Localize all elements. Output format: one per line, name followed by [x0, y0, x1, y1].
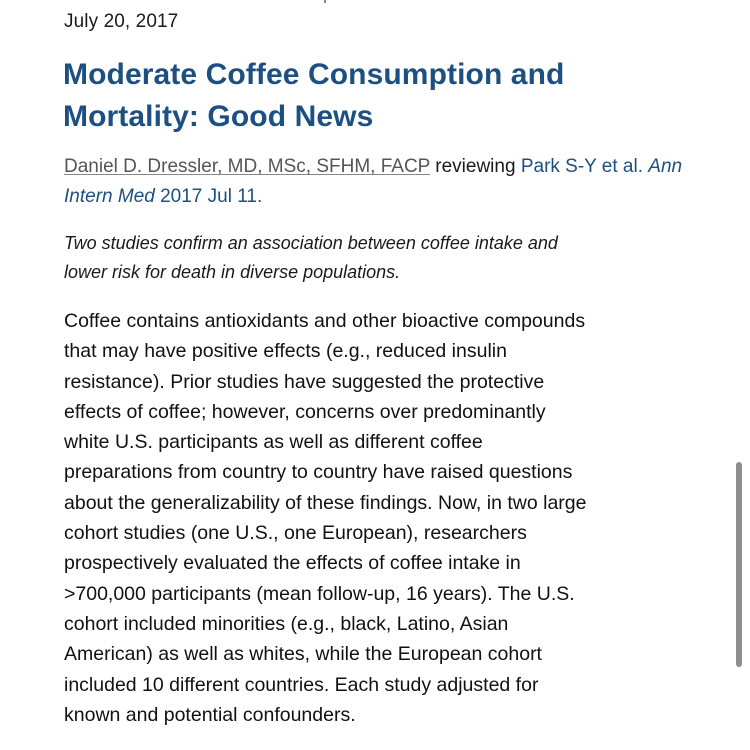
body-line: preparations from country to country have raised questions — [64, 461, 573, 484]
article-title — [63, 54, 703, 138]
vertical-scrollbar[interactable] — [736, 462, 742, 667]
body-line: included 10 different countries. Each study adjusted for — [64, 673, 539, 696]
article-title-line-2: Mortality: Good News — [63, 100, 374, 133]
body-line: American) as well as whites, while the European cohort — [64, 643, 542, 666]
author-link[interactable]: Daniel D. Dressler, MD, MSc, SFHM, FACP — [64, 156, 430, 177]
byline — [64, 152, 704, 212]
article-summary — [64, 229, 684, 287]
source-authors-link[interactable]: Park S-Y et al. — [520, 156, 643, 177]
body-line: Coffee contains antioxidants and other bioactive compounds — [64, 310, 586, 332]
body-line: about the generalizability of these findings. Now, in two large — [64, 491, 587, 514]
article-date: July 20, 2017 — [64, 11, 179, 32]
summary-line-2: lower risk for death in diverse populations. — [64, 262, 401, 282]
reviewing-text: reviewing — [430, 156, 521, 177]
publication-date[interactable]: 2017 Jul 11. — [160, 186, 263, 207]
article-title-line-1: Moderate Coffee Consumption and — [63, 58, 565, 91]
article-body — [64, 306, 684, 730]
top-edge-mark — [324, 0, 326, 3]
body-line: white U.S. participants as well as different coffee — [64, 431, 483, 454]
body-line: known and potential confounders. — [64, 703, 356, 726]
body-line: effects of coffee; however, concerns over predominantly — [64, 400, 546, 423]
body-line: prospectively evaluated the effects of coffee intake in — [64, 552, 521, 575]
body-line: resistance). Prior studies have suggested the protective — [64, 370, 545, 393]
journal-name[interactable]: Ann Intern Med — [64, 156, 683, 207]
summary-line-1: Two studies confirm an association between coffee intake and — [64, 233, 558, 253]
body-line: cohort included minorities (e.g., black, Latino, Asian — [64, 612, 509, 635]
body-line: >700,000 participants (mean follow-up, 16 years). The U.S. — [64, 582, 575, 605]
body-line: that may have positive effects (e.g., reduced insulin — [64, 340, 507, 363]
body-line: cohort studies (one U.S., one European), researchers — [64, 522, 527, 545]
